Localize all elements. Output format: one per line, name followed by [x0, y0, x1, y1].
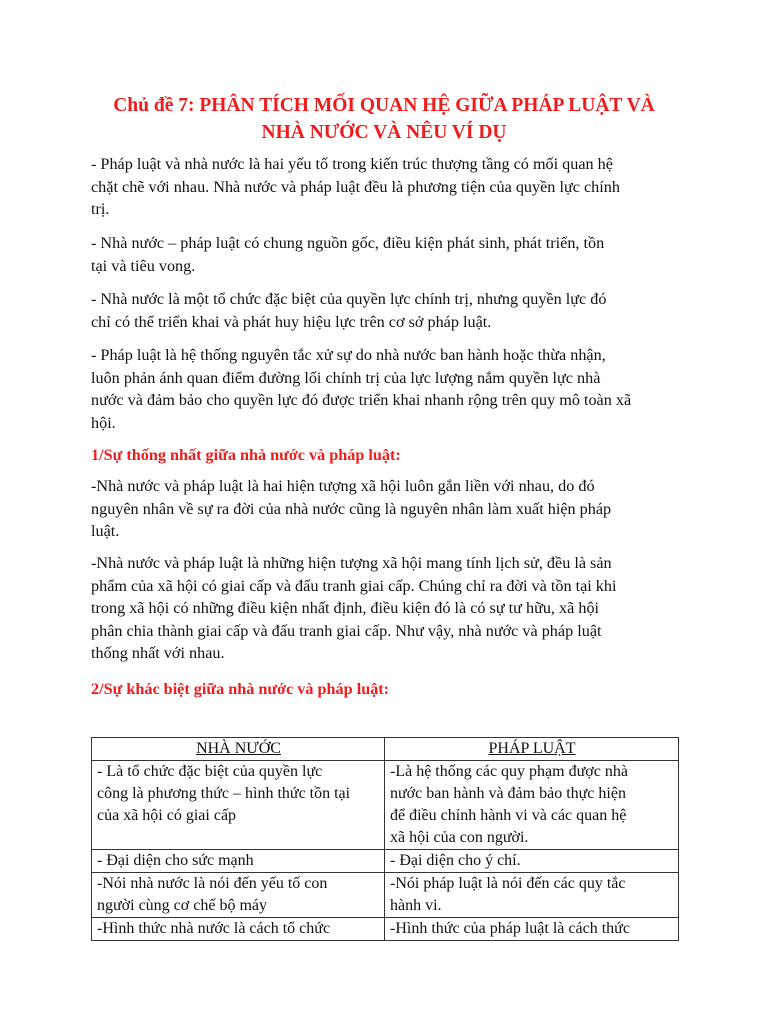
- text-line: hội.: [91, 413, 116, 432]
- cell-line: -Là hệ thống các quy phạm được nhà: [390, 763, 628, 780]
- section-heading-unity: 1/Sự thống nhất giữa nhà nước và pháp luật:: [91, 446, 401, 464]
- text-line: - Nhà nước là một tổ chức đặc biệt của quyền lực chính trị, nhưng quyền lực đó: [91, 290, 607, 308]
- intro-paragraph: [91, 153, 691, 221]
- table-row: [92, 761, 679, 850]
- column-header-law: PHÁP LUẬT: [385, 738, 679, 761]
- table-row: [92, 850, 679, 873]
- column-header-state: NHÀ NƯỚC: [92, 738, 385, 761]
- cell-line: hành vi.: [390, 897, 442, 914]
- cell-line: để điều chỉnh hành vi và các quan hệ: [390, 807, 627, 824]
- table-cell: [385, 918, 679, 941]
- text-line: trị.: [91, 200, 110, 219]
- text-line: luật.: [91, 522, 120, 541]
- text-line: - Pháp luật là hệ thống nguyên tắc xử sự do nhà nước ban hành hoặc thừa nhận,: [91, 346, 606, 364]
- table-row: [92, 918, 679, 941]
- title-line: Chủ đề 7: PHÂN TÍCH MỐI QUAN HỆ GIỮA PHÁP LUẬT VÀ: [113, 95, 655, 116]
- section-paragraph: [91, 475, 691, 543]
- text-line: - Nhà nước – pháp luật có chung nguồn gốc, điều kiện phát sinh, phát triển, tồn: [91, 234, 605, 252]
- text-line: -Nhà nước và pháp luật là hai hiện tượng xã hội luôn gắn liền với nhau, do đó: [91, 477, 595, 495]
- cell-line: - Đại diện cho sức mạnh: [97, 852, 254, 869]
- table-header-row: [92, 738, 679, 761]
- comparison-table: [91, 737, 679, 941]
- text-line: phân chia thành giai cấp và đấu tranh giai cấp. Như vậy, nhà nước và pháp luật: [91, 621, 602, 640]
- intro-paragraph: [91, 288, 691, 333]
- intro-paragraph: [91, 344, 691, 434]
- text-line: luôn phản ánh quan điểm đường lối chính trị của lực lượng nắm quyền lực nhà: [91, 368, 601, 387]
- text-line: nguyên nhân về sự ra đời của nhà nước cũng là nguyên nhân làm xuất hiện pháp: [91, 499, 612, 518]
- table-cell: [92, 850, 385, 873]
- text-line: nước và đảm bảo cho quyền lực đó được triển khai nhanh rộng trên quy mô toàn xã: [91, 391, 632, 410]
- text-line: tại và tiêu vong.: [91, 256, 196, 275]
- text-line: - Pháp luật và nhà nước là hai yếu tố trong kiến trúc thượng tầng có mối quan hệ: [91, 155, 613, 173]
- cell-line: của xã hội có giai cấp: [97, 807, 237, 824]
- cell-line: nước ban hành và đảm bảo thực hiện: [390, 785, 626, 802]
- table-cell: [92, 761, 385, 850]
- text-line: -Nhà nước và pháp luật là những hiện tượng xã hội mang tính lịch sử, đều là sản: [91, 554, 612, 572]
- table-cell: [385, 761, 679, 850]
- text-line: trong xã hội có những điều kiện nhất định, điều kiện đó là có sự tư hữu, xã hội: [91, 599, 600, 618]
- cell-line: người cùng cơ chế bộ máy: [97, 897, 267, 914]
- cell-line: -Hình thức của pháp luật là cách thức: [390, 920, 630, 937]
- cell-line: - Là tổ chức đặc biệt của quyền lực: [97, 763, 323, 780]
- table-cell: [385, 873, 679, 918]
- text-line: chỉ có thể triển khai và phát huy hiệu lực trên cơ sở pháp luật.: [91, 312, 492, 331]
- document-title: [60, 92, 708, 146]
- cell-line: - Đại diện cho ý chí.: [390, 852, 521, 869]
- cell-line: -Nói pháp luật là nói đến các quy tắc: [390, 875, 626, 892]
- cell-line: công là phương thức – hình thức tồn tại: [97, 785, 351, 802]
- table-cell: [385, 850, 679, 873]
- section-heading-difference: 2/Sự khác biệt giữa nhà nước và pháp luật:: [91, 680, 390, 698]
- cell-line: -Hình thức nhà nước là cách tổ chức: [97, 920, 331, 937]
- cell-line: xã hội của con người.: [390, 829, 529, 846]
- table-row: [92, 873, 679, 918]
- intro-paragraph: [91, 232, 691, 277]
- cell-line: -Nói nhà nước là nói đến yếu tố con: [97, 875, 328, 892]
- text-line: thống nhất với nhau.: [91, 644, 225, 663]
- table-cell: [92, 918, 385, 941]
- title-line: NHÀ NƯỚC VÀ NÊU VÍ DỤ: [261, 122, 507, 143]
- table-cell: [92, 873, 385, 918]
- text-line: phẩm của xã hội có giai cấp và đấu tranh giai cấp. Chúng chỉ ra đời và tồn tại khi: [91, 576, 617, 595]
- text-line: chặt chẽ với nhau. Nhà nước và pháp luật đều là phương tiện của quyền lực chính: [91, 177, 620, 196]
- section-paragraph: [91, 552, 691, 665]
